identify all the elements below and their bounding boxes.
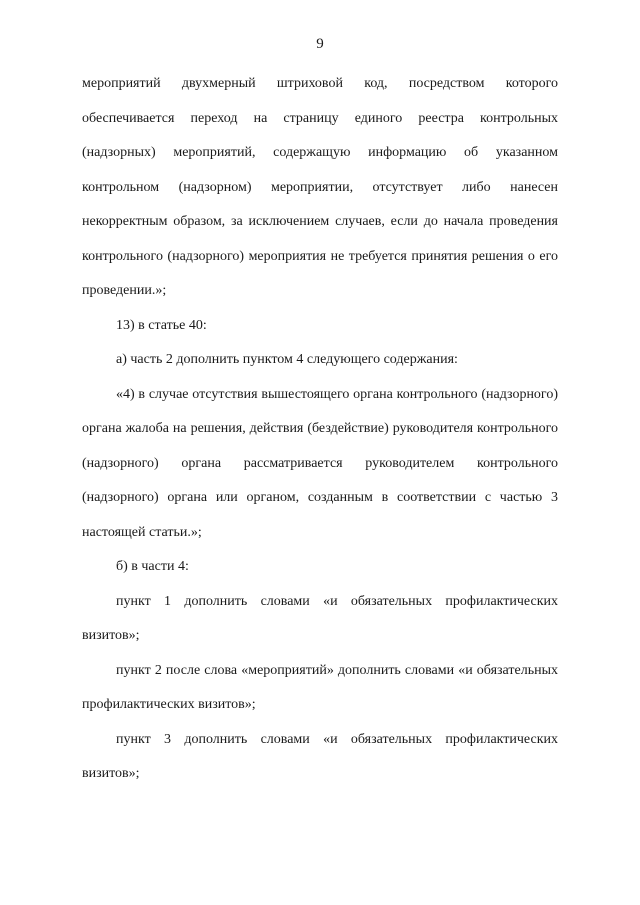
document-body (82, 67, 558, 792)
paragraph-point-1: пункт 1 дополнить словами «и обязательных профилактических визитов»; (82, 593, 558, 643)
page-number: 9 (316, 36, 324, 52)
paragraph-item-13: 13) в статье 40: (116, 317, 207, 333)
paragraph-subitem-b: б) в части 4: (116, 559, 189, 574)
paragraph-quoted-point-4: «4) в случае отсутствия вышестоящего органа контрольного (надзорного) органа жалоба на решения, действия (бездействие) руководителя контрольного (надзорного) органа рассматривается руководителем контрольного (надзорного) органа или органом, созданным в соответствии с частью 3 настоящей статьи.»; (82, 386, 558, 540)
paragraph-point-3: пункт 3 дополнить словами «и обязательных профилактических визитов»; (82, 731, 558, 781)
paragraph-subitem-a: а) часть 2 дополнить пунктом 4 следующего содержания: (116, 352, 458, 367)
paragraph-continuation: мероприятий двухмерный штриховой код, посредством которого обеспечивается переход на страницу единого реестра контрольных (надзорных) мероприятий, содержащую информацию об указанном контрольном (надзорном) мероприятии, отсутствует либо нанесен некорректным образом, за исключением случаев, если до начала проведения контрольного (надзорного) мероприятия не требуется принятия решения о его проведении.»; (82, 76, 558, 298)
paragraph-point-2: пункт 2 после слова «мероприятий» дополнить словами «и обязательных профилактических визитов»; (82, 662, 558, 712)
